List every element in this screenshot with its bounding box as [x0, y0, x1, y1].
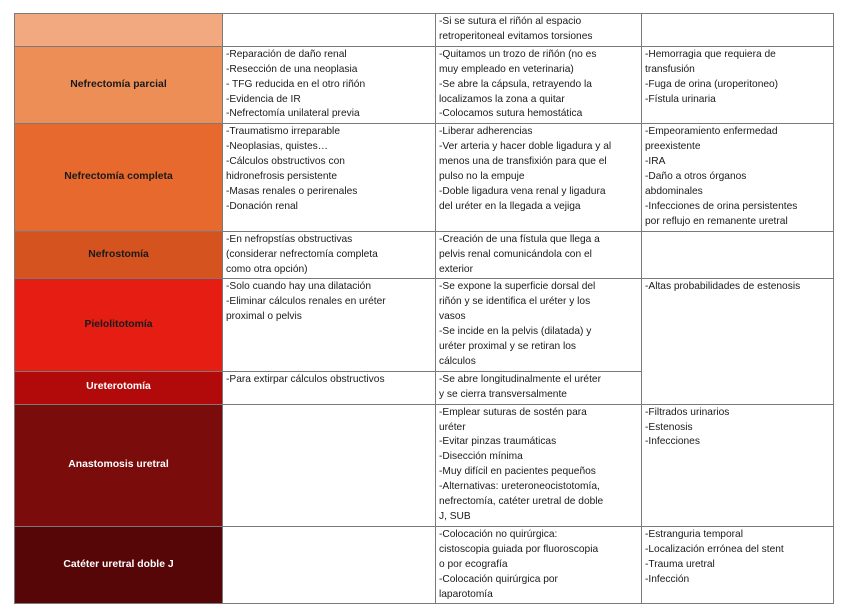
cell-line: -Solo cuando hay una dilatación	[226, 281, 371, 293]
cell-line: -Se incide en la pelvis (dilatada) y	[439, 326, 592, 338]
cell-line: -Fuga de orina (uroperitoneo)	[645, 78, 779, 90]
cell-line: cálculos	[439, 355, 476, 367]
cell-line: -Colocamos sutura hemostática	[439, 108, 583, 120]
cell-line: -Nefrectomía unilateral previa	[226, 108, 360, 120]
cell-line: -Se expone la superficie dorsal del	[439, 281, 596, 293]
surgery-table	[14, 13, 834, 604]
cell-line: -Empeoramiento enfermedad	[645, 126, 778, 138]
indications-cell	[223, 526, 436, 604]
indications-cell	[223, 14, 436, 47]
procedure-name: Nefrectomía parcial	[70, 78, 167, 90]
table-row	[15, 526, 834, 604]
procedure-name: Nefrectomía completa	[64, 171, 173, 183]
procedure-name-cell	[15, 404, 223, 526]
cell-line: -Traumatismo irreparable	[226, 126, 340, 138]
cell-line: laparotomía	[439, 588, 493, 600]
cell-line: -Estenosis	[645, 421, 693, 433]
cell-line: -Masas renales o perirenales	[226, 185, 358, 197]
cell-line: riñón y se identifica el uréter y los	[439, 296, 591, 308]
complications-cell	[642, 14, 834, 47]
procedure-name-cell	[15, 526, 223, 604]
technique-cell	[436, 279, 642, 371]
cell-line: -Infecciones	[645, 436, 700, 448]
cell-line: -Daño a otros órganos	[645, 171, 747, 183]
procedure-name-cell	[15, 231, 223, 279]
cell-line: -Liberar adherencias	[439, 126, 533, 138]
cell-line: -Reparación de daño renal	[226, 48, 347, 60]
cell-line: -Infección	[645, 573, 690, 585]
cell-line: del uréter en la llegada a vejiga	[439, 200, 581, 212]
cell-line: -Doble ligadura vena renal y ligadura	[439, 185, 606, 197]
cell-line: -Hemorragia que requiera de	[645, 48, 776, 60]
technique-cell	[436, 231, 642, 279]
indications-cell	[223, 124, 436, 231]
indications-cell	[223, 371, 436, 404]
table-row	[15, 404, 834, 526]
complications-cell	[642, 124, 834, 231]
technique-cell	[436, 14, 642, 47]
table-row	[15, 46, 834, 124]
cell-line: como otra opción)	[226, 263, 308, 275]
procedure-name-cell	[15, 124, 223, 231]
procedure-name: Catéter uretral doble J	[63, 558, 174, 570]
technique-cell	[436, 526, 642, 604]
cell-line: y se cierra transversalmente	[439, 388, 567, 400]
cell-line: preexistente	[645, 141, 701, 153]
table-row	[15, 124, 834, 231]
cell-line: -Infecciones de orina persistentes	[645, 200, 798, 212]
table-row	[15, 231, 834, 279]
cell-line: -Cálculos obstructivos con	[226, 156, 345, 168]
technique-cell	[436, 124, 642, 231]
cell-line: (considerar nefrectomía completa	[226, 248, 378, 260]
indications-cell	[223, 46, 436, 124]
cell-line: menos una de transfixión para que el	[439, 156, 607, 168]
complications-cell	[642, 279, 834, 404]
cell-line: -Colocación quirúrgica por	[439, 573, 558, 585]
cell-line: -Estranguria temporal	[645, 528, 743, 540]
cell-line: -Creación de una fístula que llega a	[439, 233, 600, 245]
cell-line: -Evitar pinzas traumáticas	[439, 436, 557, 448]
technique-cell	[436, 371, 642, 404]
cell-line: -Si se sutura el riñón al espacio	[439, 16, 582, 27]
cell-line: hidronefrosis persistente	[226, 171, 337, 183]
cell-line: -Trauma uretral	[645, 558, 715, 570]
technique-cell	[436, 404, 642, 526]
procedure-name-cell	[15, 279, 223, 371]
complications-cell	[642, 526, 834, 604]
cell-line: -Disección mínima	[439, 451, 523, 463]
cell-line: cistoscopia guiada por fluoroscopia	[439, 543, 599, 555]
procedure-name: Ureterotomía	[86, 381, 151, 393]
cell-line: transfusión	[645, 63, 695, 75]
cell-line: -Ver arteria y hacer doble ligadura y al	[439, 141, 612, 153]
cell-line: -Se abre la cápsula, retrayendo la	[439, 78, 592, 90]
cell-line: -Quitamos un trozo de riñón (no es	[439, 48, 597, 60]
procedure-name-cell	[15, 46, 223, 124]
procedure-name-cell	[15, 371, 223, 404]
cell-line: -Resección de una neoplasia	[226, 63, 358, 75]
cell-line: -Emplear suturas de sostén para	[439, 406, 587, 418]
cell-line: muy empleado en veterinaria)	[439, 63, 574, 75]
cell-line: J, SUB	[439, 511, 471, 522]
cell-line: uréter proximal y se retiran los	[439, 341, 577, 353]
cell-line: proximal o pelvis	[226, 311, 302, 323]
cell-line: nefrectomía, catéter uretral de doble	[439, 496, 604, 508]
table-row	[15, 279, 834, 371]
cell-line: abdominales	[645, 185, 703, 197]
cell-line: -Fístula urinaria	[645, 93, 716, 105]
indications-cell	[223, 404, 436, 526]
cell-line: -En nefropstías obstructivas	[226, 233, 353, 245]
cell-line: por reflujo en remanente uretral	[645, 215, 788, 227]
cell-line: -IRA	[645, 156, 666, 168]
cell-line: -Colocación no quirúrgica:	[439, 528, 558, 540]
cell-line: uréter	[439, 421, 466, 433]
procedure-name: Anastomosis uretral	[68, 458, 169, 470]
indications-cell	[223, 231, 436, 279]
cell-line: pulso no la empuje	[439, 171, 525, 183]
cell-line: -Donación renal	[226, 200, 298, 212]
cell-line: -Muy difícil en pacientes pequeños	[439, 466, 596, 478]
cell-line: -Para extirpar cálculos obstructivos	[226, 373, 385, 385]
cell-line: exterior	[439, 263, 473, 275]
indications-cell	[223, 279, 436, 371]
cell-line: vasos	[439, 311, 466, 323]
complications-cell	[642, 231, 834, 279]
cell-line: -Evidencia de IR	[226, 93, 301, 105]
procedure-name: Pielolitotomía	[84, 318, 153, 330]
procedure-name-cell	[15, 14, 223, 47]
table-row	[15, 14, 834, 47]
cell-line: retroperitoneal evitamos torsiones	[439, 30, 593, 42]
complications-cell	[642, 404, 834, 526]
cell-line: -Se abre longitudinalmente el uréter	[439, 373, 601, 385]
cell-line: localizamos la zona a quitar	[439, 93, 565, 105]
cell-line: -Altas probabilidades de estenosis	[645, 281, 801, 293]
cell-line: -Filtrados urinarios	[645, 406, 730, 418]
cell-line: -Neoplasias, quistes…	[226, 141, 328, 153]
procedure-name: Nefrostomía	[88, 248, 149, 260]
cell-line: -Alternativas: ureteroneocistotomía,	[439, 481, 600, 493]
complications-cell	[642, 46, 834, 124]
cell-line: pelvis renal comunicándola con el	[439, 248, 592, 260]
cell-line: -Localización errónea del stent	[645, 543, 784, 555]
cell-line: o por ecografía	[439, 558, 508, 570]
cell-line: -Eliminar cálculos renales en uréter	[226, 296, 386, 308]
cell-line: - TFG reducida en el otro riñón	[226, 78, 366, 90]
technique-cell	[436, 46, 642, 124]
